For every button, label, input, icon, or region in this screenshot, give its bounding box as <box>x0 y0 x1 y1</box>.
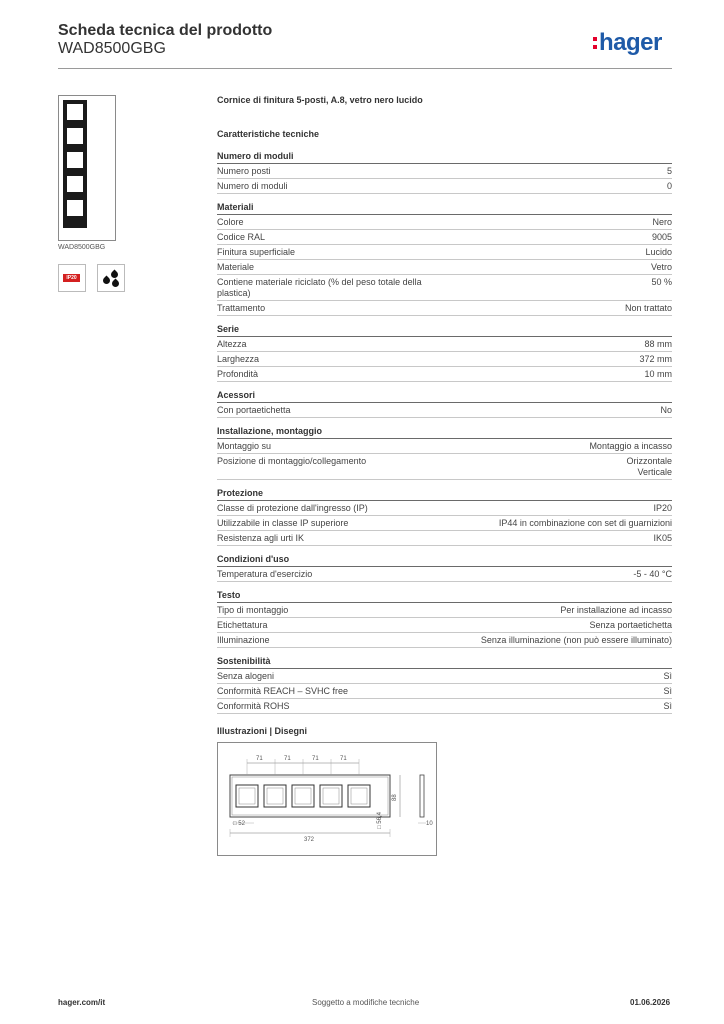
module-opening <box>295 788 311 804</box>
spec-value: No <box>660 405 672 415</box>
dim-outer: □ 56,4 <box>377 812 383 829</box>
spec-value: 50 % <box>651 277 672 287</box>
spec-key: Senza alogeni <box>217 671 275 681</box>
spec-value: Per installazione ad incasso <box>560 605 672 615</box>
spec-key: Resistenza agli urti IK <box>217 533 305 543</box>
spec-value: IP44 in combinazione con set di guarnizioni <box>498 518 672 528</box>
spec-section <box>217 390 672 418</box>
spec-key: Conformità REACH – SVHC free <box>217 686 349 696</box>
spec-key: Larghezza <box>217 354 260 364</box>
section-title: Materiali <box>217 202 672 215</box>
ip-badge-label: IP20 <box>63 274 80 282</box>
spec-value: Senza portaetichetta <box>589 620 672 630</box>
image-caption: WAD8500GBG <box>58 244 106 251</box>
page-title: Scheda tecnica del prodotto <box>58 22 273 39</box>
spec-row <box>217 501 672 516</box>
dim-height: 88 <box>392 794 398 801</box>
spec-value: Senza illuminazione (non può essere illuminato) <box>480 635 672 645</box>
section-title: Serie <box>217 324 672 337</box>
spec-row <box>217 699 672 714</box>
spec-row <box>217 301 672 316</box>
spec-key: Trattamento <box>217 303 266 313</box>
module-opening <box>239 788 255 804</box>
spec-row <box>217 684 672 699</box>
spec-key: Colore <box>217 217 244 227</box>
spec-row <box>217 367 672 382</box>
ip-rating-icon <box>58 264 86 292</box>
spec-section <box>217 554 672 582</box>
spec-value: Montaggio a incasso <box>589 441 672 451</box>
spec-value: Orizzontale Verticale <box>626 456 672 477</box>
module-outline <box>292 785 314 807</box>
section-title: Installazione, montaggio <box>217 426 672 439</box>
dim-width: 372 <box>304 837 315 843</box>
spec-value: 372 mm <box>639 354 672 364</box>
module-opening <box>351 788 367 804</box>
spec-row <box>217 164 672 179</box>
spec-key: Temperatura d'esercizio <box>217 569 313 579</box>
tech-title: Caratteristiche tecniche <box>217 129 320 139</box>
dimension-svg <box>218 743 436 855</box>
dim-opening: □ 52 <box>233 821 245 827</box>
module-opening <box>323 788 339 804</box>
spec-sections <box>217 151 672 714</box>
spec-row <box>217 275 672 301</box>
spec-row <box>217 215 672 230</box>
spec-value: 9005 <box>651 232 672 242</box>
section-title: Protezione <box>217 488 672 501</box>
brand-name: hager <box>599 29 662 56</box>
footer-site: hager.com/it <box>58 998 106 1007</box>
spec-section <box>217 426 672 480</box>
spec-key: Conformità ROHS <box>217 701 290 711</box>
spec-value: IP20 <box>653 503 672 513</box>
dim-pitch-2: 71 <box>284 756 291 762</box>
spec-section <box>217 151 672 194</box>
spec-key: Altezza <box>217 339 247 349</box>
module-outline <box>236 785 258 807</box>
spec-section <box>217 488 672 546</box>
spec-sheet <box>217 95 672 856</box>
section-title: Sostenibilità <box>217 656 672 669</box>
module-opening <box>267 788 283 804</box>
spec-value: Non trattato <box>624 303 672 313</box>
spec-key: Numero di moduli <box>217 181 288 191</box>
spec-section <box>217 324 672 382</box>
spec-row <box>217 618 672 633</box>
spec-key: Utilizzabile in classe IP superiore <box>217 518 349 528</box>
product-code: WAD8500GBG <box>58 40 166 57</box>
spec-key: Materiale <box>217 262 255 272</box>
spec-value: 0 <box>666 181 672 191</box>
spec-value: Nero <box>652 217 672 227</box>
spec-key: Classe di protezione dall'ingresso (IP) <box>217 503 368 513</box>
spec-value: 5 <box>666 166 672 176</box>
spec-row <box>217 633 672 648</box>
frame-illustration <box>63 100 87 228</box>
spec-row <box>217 669 672 684</box>
spec-row <box>217 230 672 245</box>
spec-value: Sì <box>663 701 672 711</box>
spec-row <box>217 245 672 260</box>
illustrations-title: Illustrazioni | Disegni <box>217 726 308 736</box>
dim-depth: 10 <box>426 821 433 827</box>
spec-value: Vetro <box>650 262 672 272</box>
module-outline <box>320 785 342 807</box>
spec-key: Illuminazione <box>217 635 270 645</box>
spec-row <box>217 567 672 582</box>
spec-value: Sì <box>663 671 672 681</box>
section-title: Numero di moduli <box>217 151 672 164</box>
spec-row <box>217 603 672 618</box>
dim-pitch-1: 71 <box>256 756 263 762</box>
logo-dots-icon <box>593 36 597 50</box>
spec-key: Profondità <box>217 369 259 379</box>
module-openings <box>236 785 370 807</box>
spec-key: Montaggio su <box>217 441 272 451</box>
spec-row <box>217 179 672 194</box>
spec-key: Posizione di montaggio/collegamento <box>217 456 367 466</box>
section-title: Acessori <box>217 390 672 403</box>
water-drops-icon <box>97 264 125 292</box>
spec-row <box>217 403 672 418</box>
module-outline <box>264 785 286 807</box>
spec-key: Con portaetichetta <box>217 405 291 415</box>
spec-row <box>217 260 672 275</box>
spec-section <box>217 590 672 648</box>
spec-key: Finitura superficiale <box>217 247 296 257</box>
footer-date: 01.06.2026 <box>630 998 671 1007</box>
spec-row <box>217 337 672 352</box>
spec-value: 10 mm <box>644 369 672 379</box>
dimension-drawing <box>217 742 437 856</box>
section-title: Condizioni d'uso <box>217 554 672 567</box>
spec-key: Contiene materiale riciclato (% del peso totale della plastica) <box>217 277 422 298</box>
product-image <box>58 95 116 241</box>
spec-section <box>217 202 672 316</box>
spec-value: 88 mm <box>644 339 672 349</box>
spec-row <box>217 352 672 367</box>
header-divider <box>58 68 672 69</box>
spec-value: Sì <box>663 686 672 696</box>
spec-key: Numero posti <box>217 166 271 176</box>
spec-row <box>217 439 672 454</box>
spec-row <box>217 531 672 546</box>
spec-key: Tipo di montaggio <box>217 605 289 615</box>
spec-section <box>217 656 672 714</box>
spec-value: Lucido <box>645 247 672 257</box>
dim-pitch-3: 71 <box>312 756 319 762</box>
module-outline <box>348 785 370 807</box>
spec-row <box>217 454 672 480</box>
spec-key: Etichettatura <box>217 620 268 630</box>
spec-row <box>217 516 672 531</box>
spec-key: Codice RAL <box>217 232 266 242</box>
footer-note: Soggetto a modifiche tecniche <box>312 998 420 1007</box>
brand-logo <box>593 29 662 57</box>
section-title: Testo <box>217 590 672 603</box>
spec-value: IK05 <box>653 533 672 543</box>
dim-pitch-4: 71 <box>340 756 347 762</box>
spec-value: -5 - 40 °C <box>633 569 672 579</box>
product-title: Cornice di finitura 5-posti, A.8, vetro nero lucido <box>217 95 423 105</box>
